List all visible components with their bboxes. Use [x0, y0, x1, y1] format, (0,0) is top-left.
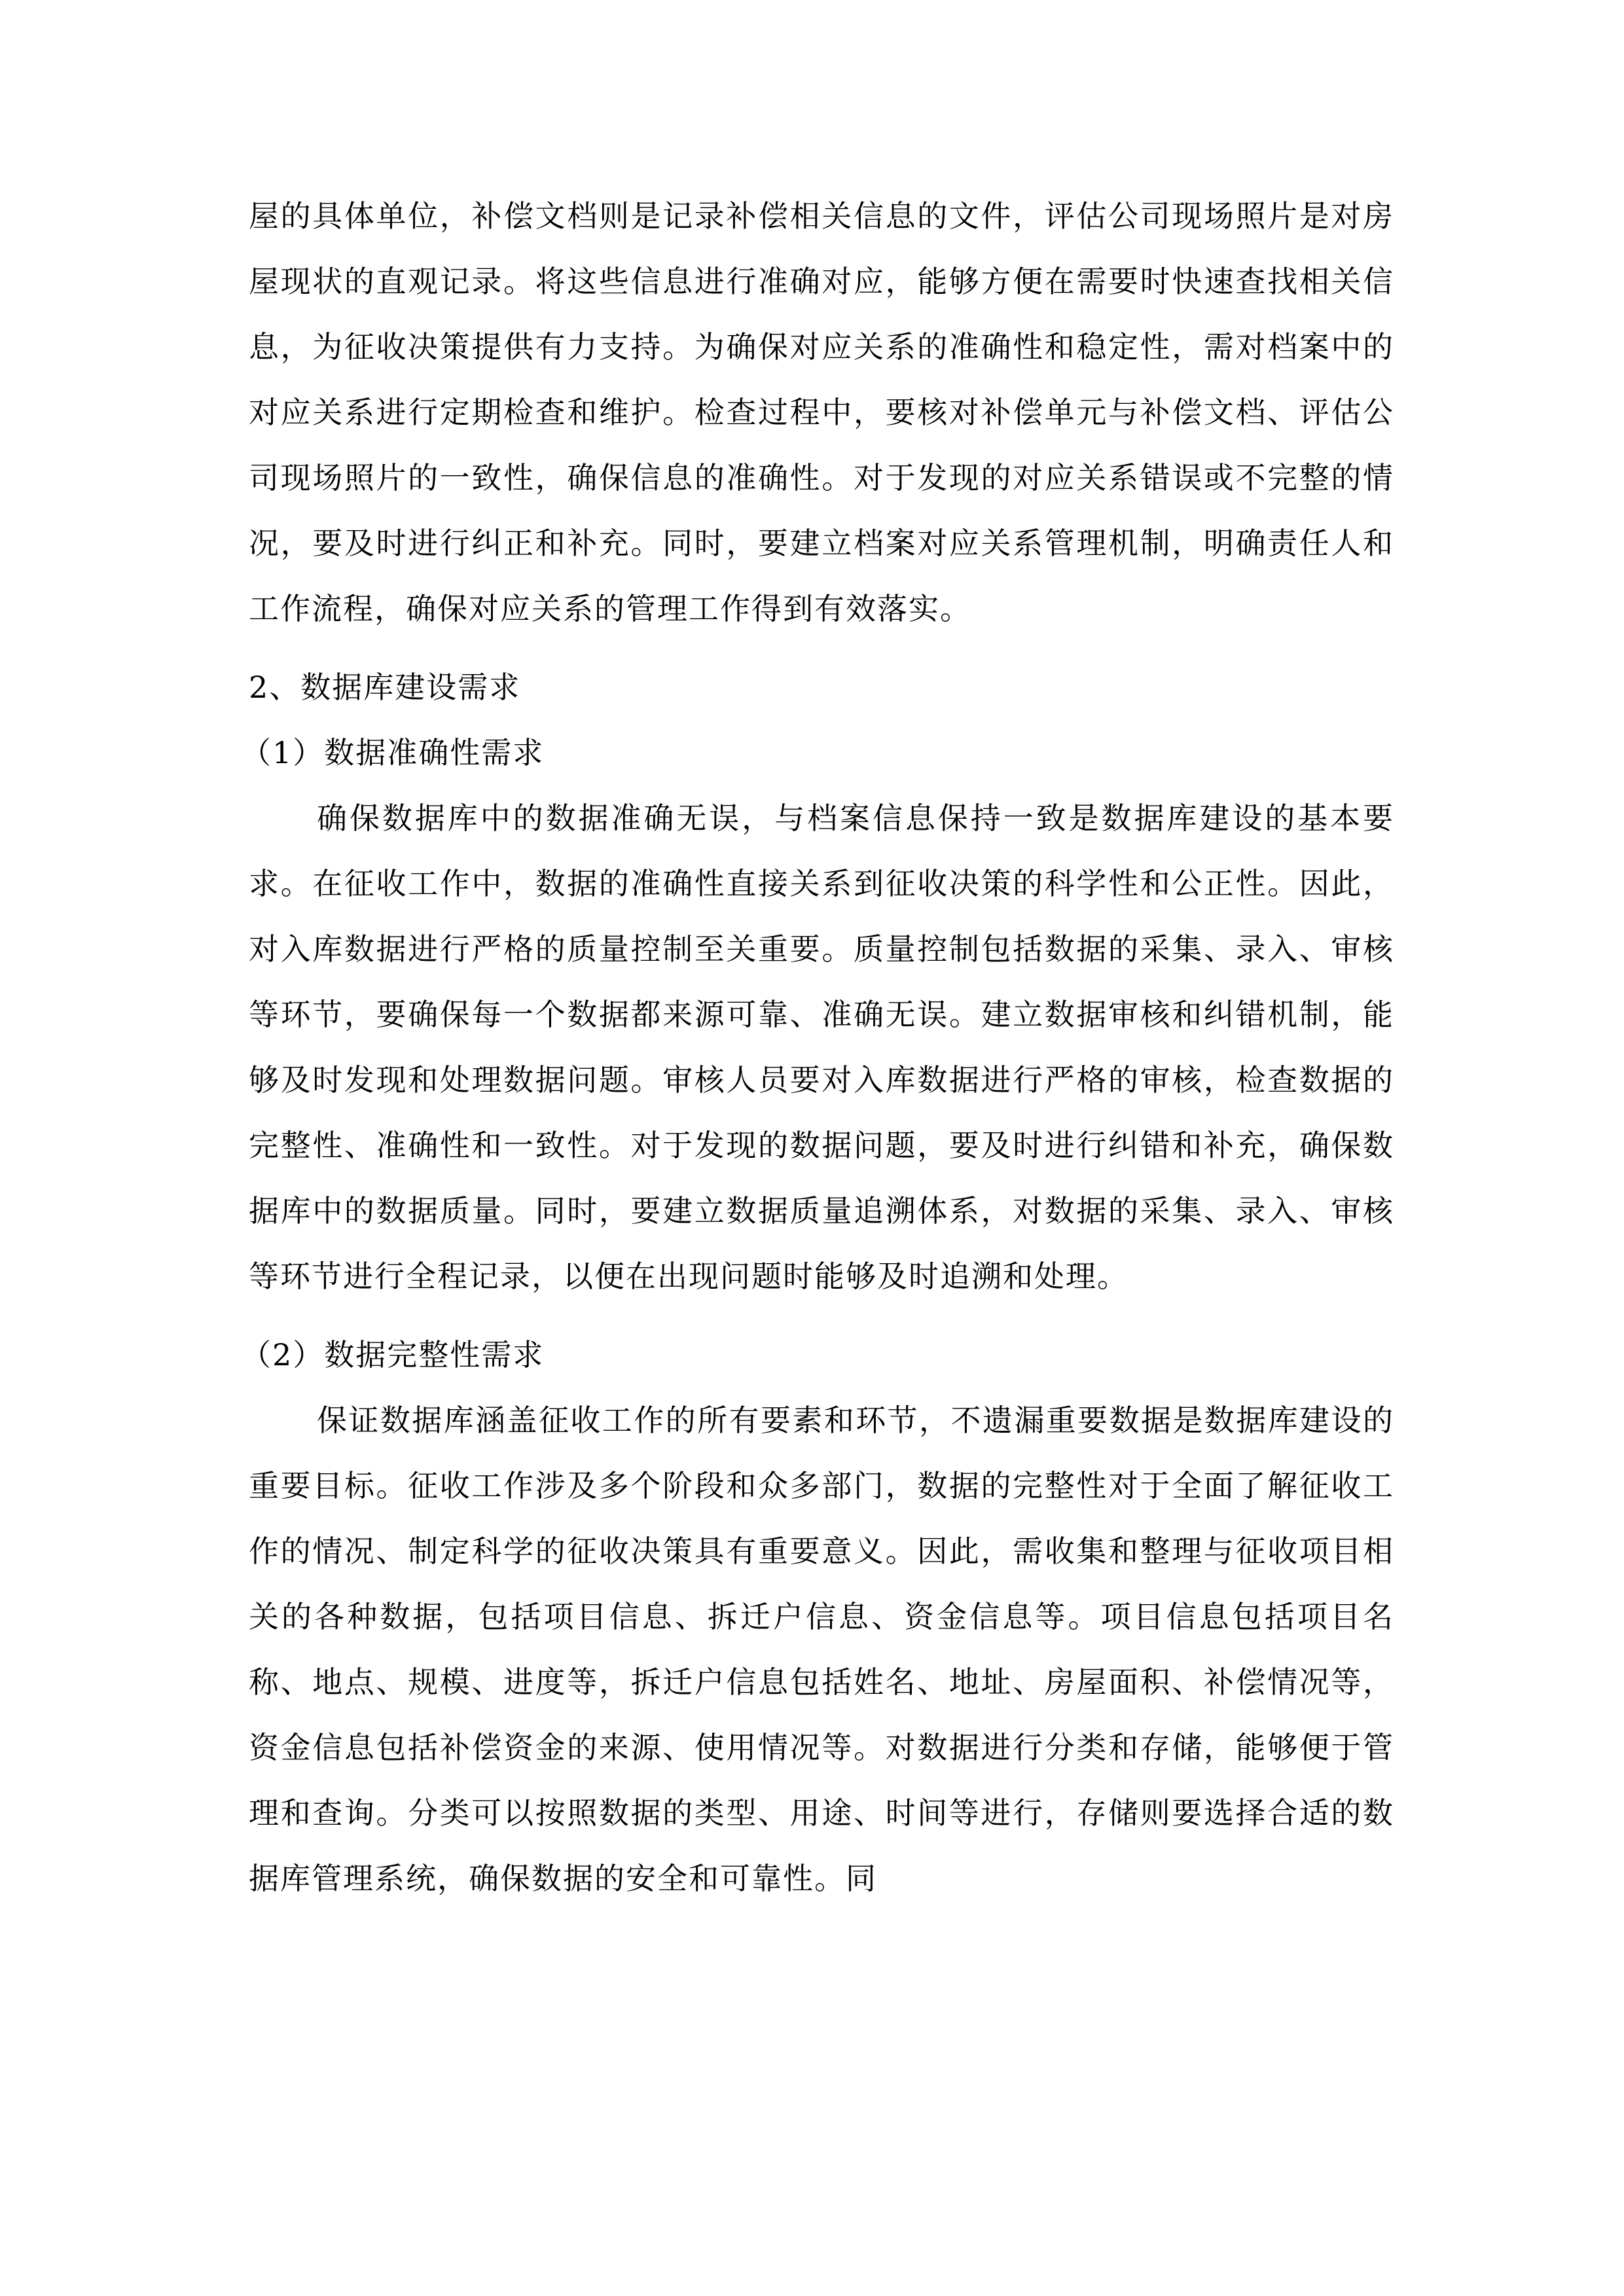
section-heading-database-requirements: 2、数据库建设需求 — [249, 670, 521, 705]
subsection-heading-accuracy: （1）数据准确性需求 — [241, 735, 545, 770]
subsection-heading-completeness: （2）数据完整性需求 — [241, 1337, 545, 1372]
paragraph-completeness: 保证数据库涵盖征收工作的所有要素和环节，不遗漏重要数据是数据库建设的重要目标。征收工作涉及多个阶段和众多部门，数据的完整性对于全面了解征收工作的情况、制定科学的征收决策具有重要意义。因此，需收集和整理与征收项目相关的各种数据，包括项目信息、拆迁户信息、资金信息等。项目信息包括项目名称、地点、规模、进度等，拆迁户信息包括姓名、地址、房屋面积、补偿情况等，资金信息包括补偿资金的来源、使用情况等。对数据进行分类和存储，能够便于管理和查询。分类可以按照数据的类型、用途、时间等进行，存储则要选择合适的数据库管理系统，确保数据的安全和可靠性。同 — [249, 1403, 1394, 1896]
continuation-paragraph: 屋的具体单位，补偿文档则是记录补偿相关信息的文件，评估公司现场照片是对房屋现状的直观记录。将这些信息进行准确对应，能够方便在需要时快速查找相关信息，为征收决策提供有力支持。为确保对应关系的准确性和稳定性，需对档案中的对应关系进行定期检查和维护。检查过程中，要核对补偿单元与补偿文档、评估公司现场照片的一致性，确保信息的准确性。对于发现的对应关系错误或不完整的情况，要及时进行纠正和补充。同时，要建立档案对应关系管理机制，明确责任人和工作流程，确保对应关系的管理工作得到有效落实。 — [249, 198, 1394, 626]
paragraph-accuracy: 确保数据库中的数据准确无误，与档案信息保持一致是数据库建设的基本要求。在征收工作中，数据的准确性直接关系到征收决策的科学性和公正性。因此，对入库数据进行严格的质量控制至关重要。质量控制包括数据的采集、录入、审核等环节，要确保每一个数据都来源可靠、准确无误。建立数据审核和纠错机制，能够及时发现和处理数据问题。审核人员要对入库数据进行严格的审核，检查数据的完整性、准确性和一致性。对于发现的数据问题，要及时进行纠错和补充，确保数据库中的数据质量。同时，要建立数据质量追溯体系，对数据的采集、录入、审核等环节进行全程记录，以便在出现问题时能够及时追溯和处理。 — [249, 800, 1394, 1294]
document-body — [241, 183, 1394, 1911]
